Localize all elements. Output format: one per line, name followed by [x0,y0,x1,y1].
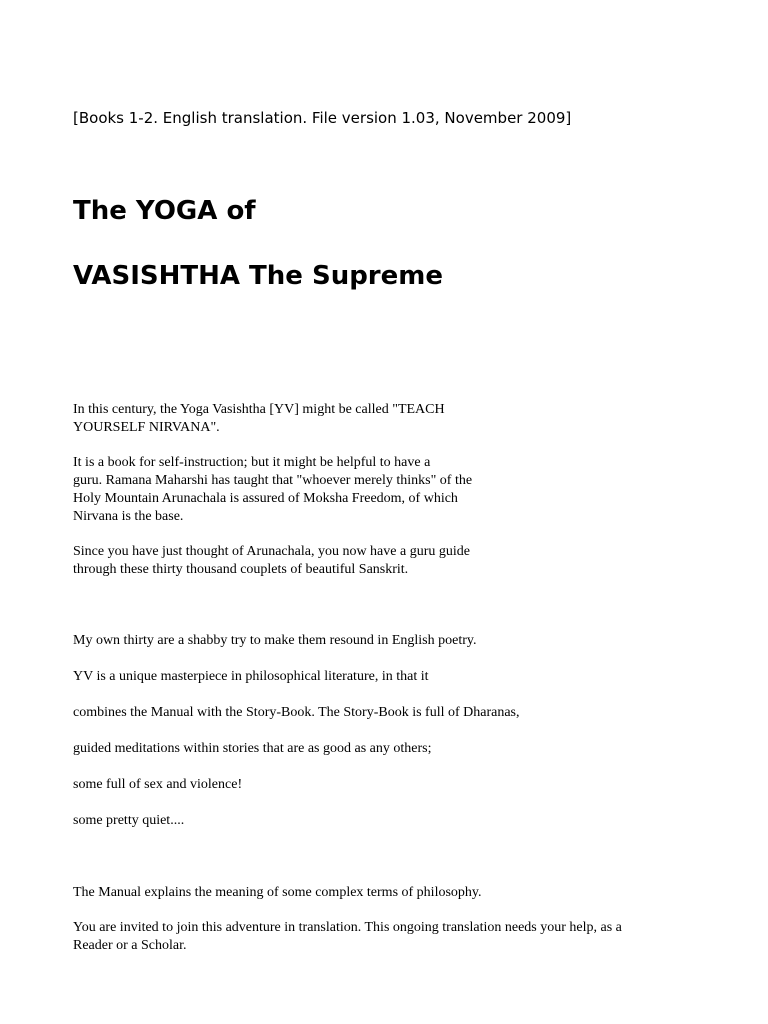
paragraph-guided-meditations [73,740,713,758]
paragraph-line: It is a book for self-instruction; but it might be helpful to have a [73,455,431,470]
paragraph-line: some full of sex and violence! [73,777,243,792]
paragraph-sex-violence [73,776,713,794]
paragraph-line: combines the Manual with the Story-Book. The Story-Book is full of Dharanas, [73,705,520,720]
paragraph-arunachala [73,543,713,579]
paragraph-invitation [73,919,713,955]
paragraph-line: In this century, the Yoga Vasishtha [YV] might be called "TEACH [73,402,445,417]
paragraph-masterpiece [73,668,713,686]
title-line-1: The YOGA of [73,196,256,226]
paragraph-line: guru. Ramana Maharshi has taught that "whoever merely thinks" of the [73,473,473,488]
paragraph-line: The Manual explains the meaning of some complex terms of philosophy. [73,885,482,900]
title-line-2: VASISHTHA The Supreme [73,261,443,291]
paragraph-line: guided meditations within stories that are as good as any others; [73,741,432,756]
paragraph-line: some pretty quiet.... [73,813,185,828]
paragraph-line: through these thirty thousand couplets of beautiful Sanskrit. [73,562,409,577]
paragraph-quiet [73,812,713,830]
paragraph-line: Nirvana is the base. [73,509,184,524]
paragraph-line: YV is a unique masterpiece in philosophical literature, in that it [73,669,429,684]
paragraph-line: You are invited to join this adventure in translation. This ongoing translation needs your help, as a [73,920,622,935]
paragraph-line: My own thirty are a shabby try to make them resound in English poetry. [73,633,477,648]
paragraph-line: Reader or a Scholar. [73,938,187,953]
file-version-note: [Books 1-2. English translation. File version 1.03, November 2009] [73,109,572,127]
paragraph-manual-story [73,704,713,722]
paragraph-line: Holy Mountain Arunachala is assured of Moksha Freedom, of which [73,491,458,506]
paragraph-self-instruction [73,454,713,526]
paragraph-own-thirty [73,632,713,650]
paragraph-line: Since you have just thought of Arunachala, you now have a guru guide [73,544,470,559]
paragraph-manual-explains [73,884,713,902]
paragraph-line: YOURSELF NIRVANA". [73,420,220,435]
paragraph-intro [73,401,713,437]
